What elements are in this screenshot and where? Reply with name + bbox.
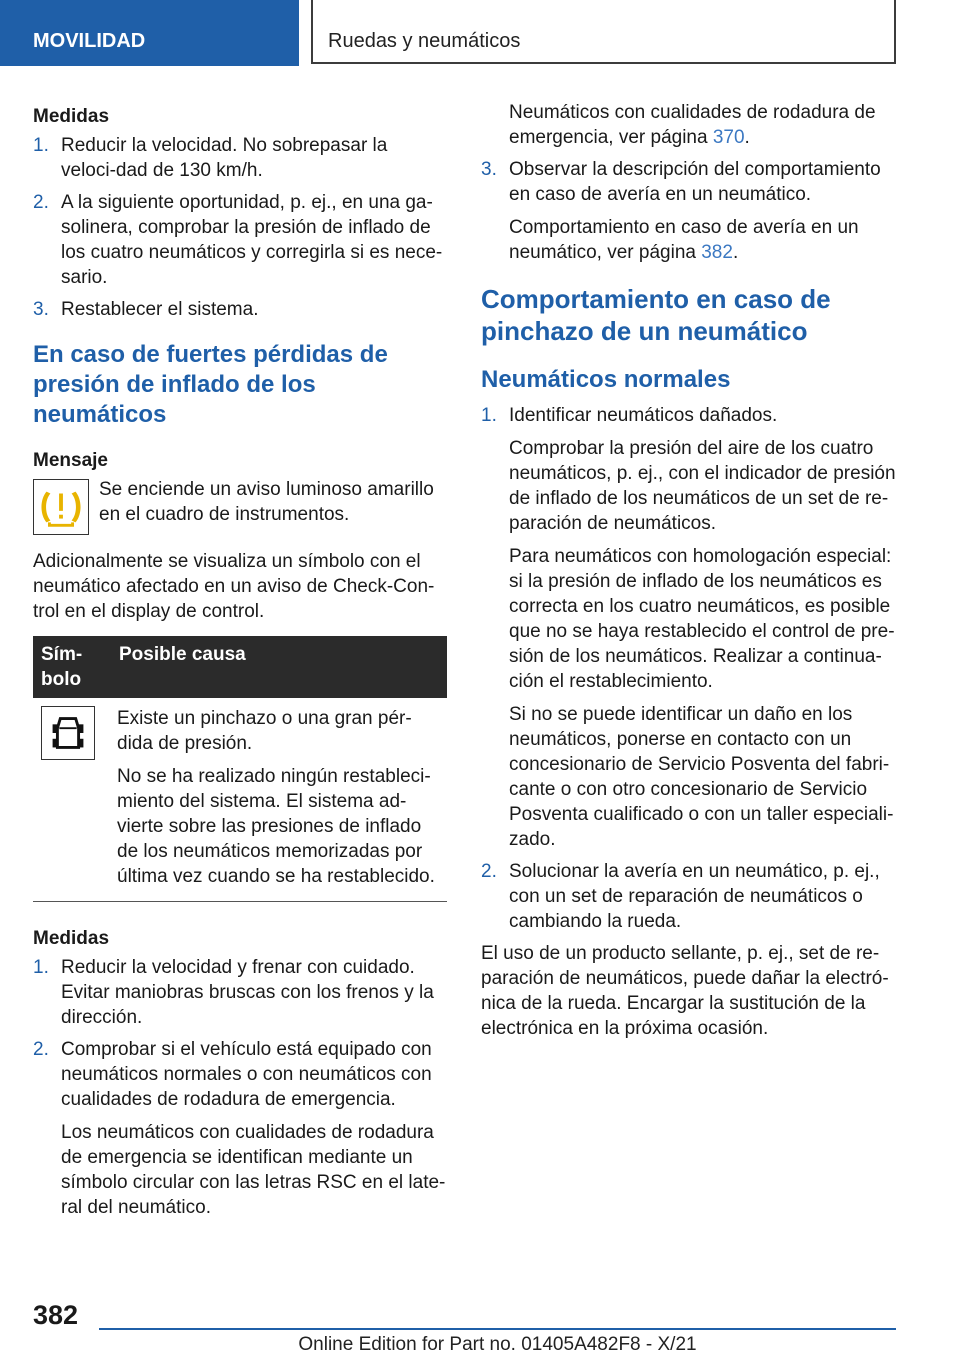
list-item (33, 190, 447, 290)
step-number: 1. (33, 135, 49, 156)
step-number: 3. (33, 299, 49, 320)
message-label: Mensaje (33, 450, 108, 471)
message-block (33, 477, 447, 535)
chapter-title: Ruedas y neumáticos (311, 0, 896, 64)
cause-text: No se ha realizado ningún restableci‐miento del sistema. El sistema ad‐vierte sobre las presiones de inflado de los neumáticos memorizadas por última vez cuando se ha restablecido. (117, 766, 435, 887)
car-tire-pressure-icon (41, 706, 95, 760)
list-item (33, 955, 447, 1030)
continuation-paragraph: Neumáticos con cualidades de rodadura de emergencia, ver página 370. (509, 102, 876, 148)
edition-footer: Online Edition for Part no. 01405A482F8 - X/21 (298, 1334, 697, 1355)
symbol-cell (33, 698, 111, 902)
cause-cell (111, 698, 447, 902)
sub-heading: Neumáticos normales (481, 366, 731, 393)
step-text: Restablecer el sistema. (61, 299, 259, 320)
step-subtext: Los neumáticos con cualidades de rodadura de emergencia se identifican mediante un símbolo circular con las letras RSC en el late‐ral del neumático. (61, 1122, 446, 1218)
measures-list (33, 955, 447, 1220)
page-number: 382 (33, 1300, 79, 1330)
main-heading: Comportamiento en caso de pinchazo de un neumático (481, 284, 831, 346)
step-text: Identificar neumáticos dañados. (509, 405, 778, 426)
step-number: 2. (481, 861, 497, 882)
list-item (33, 297, 447, 322)
measures-label: Medidas (33, 928, 110, 949)
subtext: Comportamiento en caso de avería en un neumático, ver página (509, 217, 859, 263)
section-tab: MOVILIDAD (0, 0, 299, 66)
table-header-row (33, 636, 447, 698)
step-number: 1. (481, 405, 497, 426)
list-item (481, 157, 896, 265)
steps-list (481, 157, 896, 265)
measures-label: Medidas (33, 106, 110, 127)
step-text: Reducir la velocidad y frenar con cuidado. Evitar maniobras bruscas con los frenos y la dirección. (61, 957, 434, 1028)
table-row (33, 698, 447, 902)
list-item (33, 133, 447, 183)
tire-pressure-warning-icon (33, 479, 89, 535)
page-link-370[interactable]: 370 (712, 127, 745, 148)
page-link-382[interactable]: 382 (701, 242, 733, 263)
list-item (481, 859, 896, 934)
measures-list (33, 133, 447, 322)
cause-text: Existe un pinchazo o una gran pér‐dida de presión. (117, 708, 412, 754)
list-item (481, 403, 896, 852)
step-text: A la siguiente oportunidad, p. ej., en una ga‐solinera, comprobar la presión de inflado de los cuatro neumáticos y corregirla si es nece‐sario. (61, 192, 443, 288)
right-column (481, 100, 896, 1048)
final-paragraph: El uso de un producto sellante, p. ej., set de re‐paración de neumáticos, puede dañar la electró‐nica de la rueda. Encargar la sustitución de la electrónica en la próxima ocasión. (481, 943, 889, 1039)
step-subtext: Si no se puede identificar un daño en los neumáticos, ponerse en contacto con un concesionario de Servicio Posventa del fabri‐cante o con otro concesionario de Servicio Posventa cualificado o con un taller especiali‐zado. (509, 704, 894, 850)
additional-paragraph: Adicionalmente se visualiza un símbolo con el neumático afectado en un aviso de Check-Con‐trol en el display de control. (33, 551, 435, 622)
column-header-cause: Posible causa (111, 636, 447, 698)
message-text: Se enciende un aviso luminoso amarillo en el cuadro de instrumentos. (99, 479, 434, 525)
step-text: Reducir la velocidad. No sobrepasar la veloci‐dad de 130 km/h. (61, 135, 388, 181)
left-column (33, 100, 447, 1227)
section-heading: En caso de fuertes pérdidas de presión de inflado de los neumáticos (33, 341, 388, 428)
footer-divider (99, 1328, 896, 1330)
step-subtext: Comportamiento en caso de avería en un neumático, ver página 382. (509, 217, 859, 263)
step-text: Comprobar si el vehículo está equipado con neumáticos normales o con neumáticos con cualidades de rodadura de emergencia. (61, 1039, 432, 1110)
steps-list (481, 403, 896, 934)
column-header-symbol: Sím‐bolo (33, 636, 111, 698)
step-number: 3. (481, 159, 497, 180)
step-number: 2. (33, 1039, 49, 1060)
step-text: Observar la descripción del comportamiento en caso de avería en un neumático. (509, 159, 881, 205)
step-subtext: Para neumáticos con homologación especial: si la presión de inflado de los neumáticos es correcta en los cuatro neumáticos, es posible que no se haya restablecido el control de pre‐sión de los neumáticos. Realizar a continua‐ción el restablecimiento. (509, 546, 895, 692)
step-subtext: Comprobar la presión del aire de los cuatro neumáticos, p. ej., con el indicador de presión de inflado de los neumáticos de un set de re‐paración de neumáticos. (509, 438, 896, 534)
step-text: Solucionar la avería en un neumático, p. ej., con un set de reparación de neumáticos o cambiando la rueda. (509, 861, 880, 932)
continuation-text: Neumáticos con cualidades de rodadura de emergencia, ver página (509, 102, 876, 148)
step-number: 2. (33, 192, 49, 213)
list-item (33, 1037, 447, 1220)
causes-table (33, 636, 447, 902)
step-number: 1. (33, 957, 49, 978)
